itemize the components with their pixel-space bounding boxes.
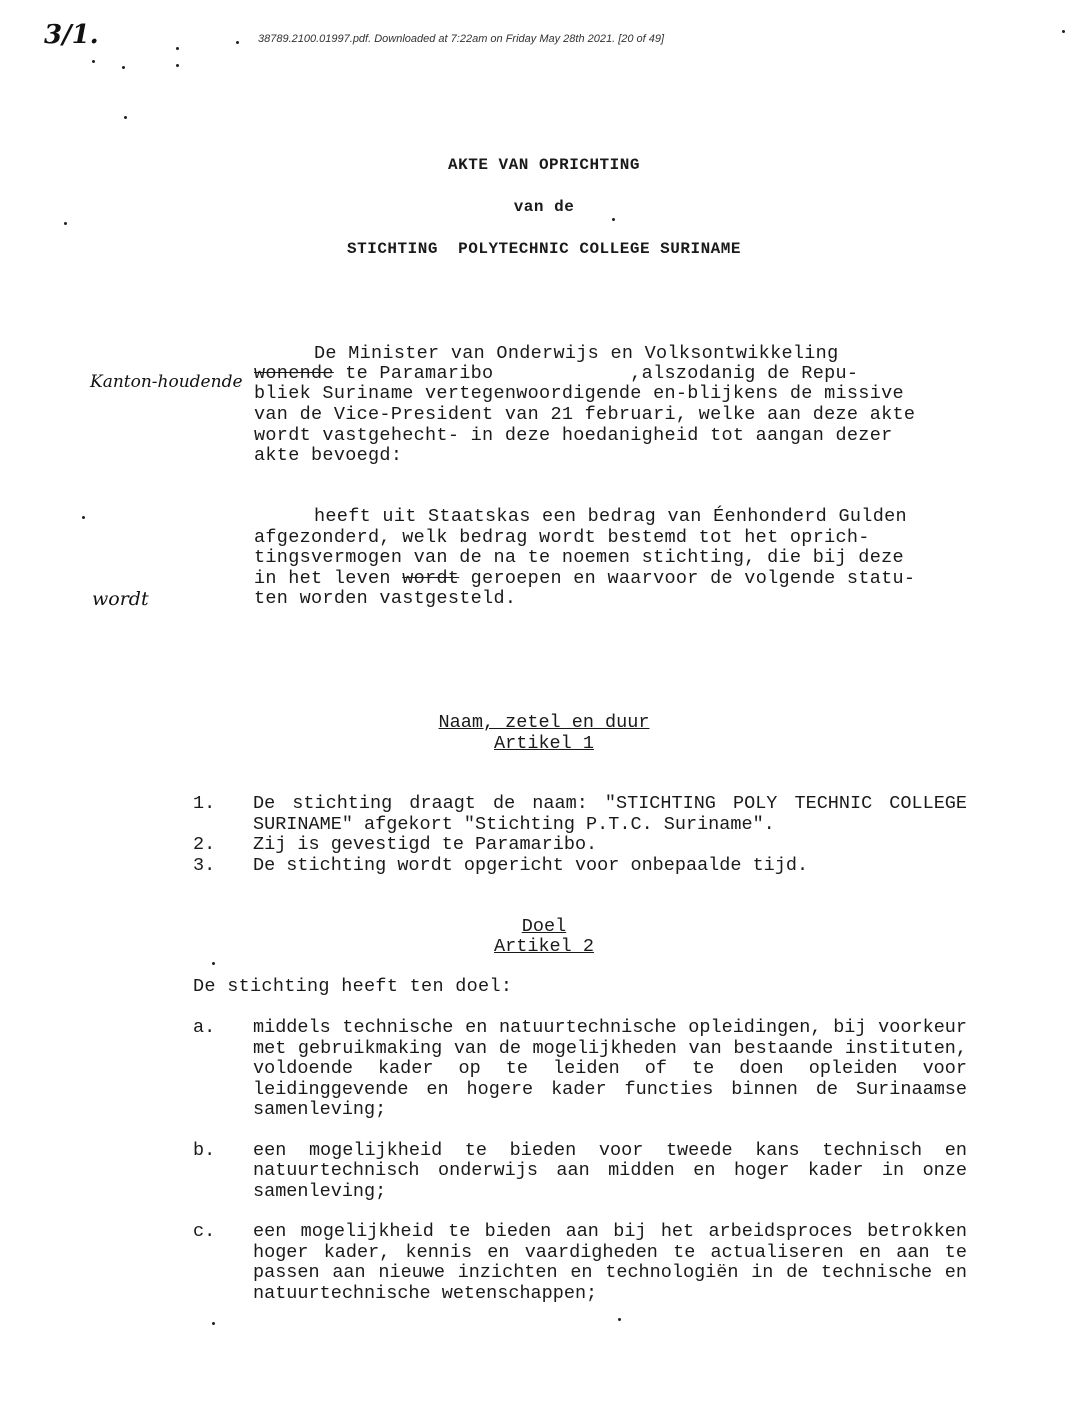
scan-speck <box>212 1322 215 1325</box>
scan-speck <box>124 116 127 119</box>
scan-speck <box>64 222 67 225</box>
struck-word: wordt <box>402 568 460 589</box>
capital-line: afgezonderd, welk bedrag wordt bestemd tot het oprich- <box>254 527 870 548</box>
list-item <box>193 856 967 877</box>
article-2-section: Doel <box>521 916 567 937</box>
list-item-letter: c. <box>193 1221 216 1242</box>
download-line: 38789.2100.01997.pdf. Downloaded at 7:22am on Friday May 28th 2021. [20 of 49] <box>258 33 665 45</box>
intro-line <box>254 364 858 385</box>
scan-speck <box>122 66 125 69</box>
foundation-name: STICHTING POLYTECHNIC COLLEGE SURINAME <box>347 240 741 258</box>
intro-line-text: te Paramaribo ,alszodanig de Repu- <box>333 363 859 384</box>
list-item-number: 2. <box>193 834 216 855</box>
scan-speck <box>212 962 215 965</box>
list-item <box>193 1222 967 1304</box>
scan-speck <box>176 47 179 50</box>
scan-speck <box>1062 30 1065 33</box>
intro-line: De Minister van Onderwijs en Volksontwikkeling <box>314 343 839 364</box>
list-item-text: De stichting wordt opgericht voor onbepaalde tijd. <box>253 854 809 876</box>
article-2-list <box>193 1018 967 1304</box>
article-2-intro: De stichting heeft ten doel: <box>193 976 513 997</box>
scan-speck <box>236 41 239 44</box>
scan-speck <box>82 516 85 519</box>
list-item <box>193 794 967 835</box>
capital-line-text: in het leven <box>254 568 403 589</box>
article-1-title: Artikel 1 <box>494 733 594 754</box>
article-2-title: Artikel 2 <box>494 936 594 957</box>
list-item-text: Zij is gevestigd te Paramaribo. <box>253 834 598 855</box>
scan-speck <box>612 218 615 221</box>
list-item-text: een mogelijkheid te bieden voor tweede kans technisch en natuurtechnisch onderwijs aan midden en hoger kader in onze samenleving; <box>253 1139 967 1202</box>
list-item <box>193 1018 967 1121</box>
list-item-number: 1. <box>193 793 216 814</box>
margin-note-kanton: Kanton-houdende <box>90 372 243 392</box>
list-item-text: De stichting draagt de naam: "STICHTING POLY TECHNIC COLLEGE SURINAME" afgekort "Stichting P.T.C. Suriname". <box>253 793 967 835</box>
article-1-list <box>193 794 967 876</box>
intro-line: van de Vice-President van 21 februari, welke aan deze akte <box>254 404 916 425</box>
list-item-letter: a. <box>193 1017 216 1038</box>
capital-line: heeft uit Staatskas een bedrag van Éenhonderd Gulden <box>314 506 907 527</box>
list-item-text: middels technische en natuurtechnische opleidingen, bij voorkeur met gebruikmaking van de mogelijkheden van bestaande instituten, voldoende kader op te leiden of te doen opleiden voor leidinggevende en hogere kader functies binnen de Surinaamse samenleving; <box>253 1017 967 1120</box>
page-mark-handwritten: 3/1. <box>44 20 99 50</box>
list-item <box>193 835 967 856</box>
capital-line-text: geroepen en waarvoor de volgende statu- <box>459 568 916 589</box>
intro-line: wordt vastgehecht- in deze hoedanigheid tot aangan dezer <box>254 425 893 446</box>
scan-speck <box>618 1318 621 1321</box>
capital-line <box>254 569 915 590</box>
capital-line: tingsvermogen van de na te noemen stichting, die bij deze <box>254 547 904 568</box>
list-item <box>193 1141 967 1203</box>
capital-line: ten worden vastgesteld. <box>254 588 517 609</box>
intro-line: bliek Suriname vertegenwoordigende en-blijkens de missive <box>254 383 904 404</box>
scan-speck <box>92 60 95 63</box>
margin-note-wordt: wordt <box>92 588 149 610</box>
list-item-number: 3. <box>193 854 216 876</box>
struck-word: wonende <box>254 363 334 384</box>
list-item-letter: b. <box>193 1139 216 1161</box>
document-subtitle: van de <box>513 198 575 216</box>
article-1-section: Naam, zetel en duur <box>438 712 650 733</box>
intro-line: akte bevoegd: <box>254 445 403 466</box>
scan-speck <box>176 64 179 67</box>
document-title: AKTE VAN OPRICHTING <box>448 156 640 174</box>
list-item-text: een mogelijkheid te bieden aan bij het arbeidsproces betrokken hoger kader, kennis en vaardigheden te actualiseren en aan te passen aan nieuwe inzichten en technologiën in de technische en natuurtechnische wetenschappen; <box>253 1221 967 1304</box>
